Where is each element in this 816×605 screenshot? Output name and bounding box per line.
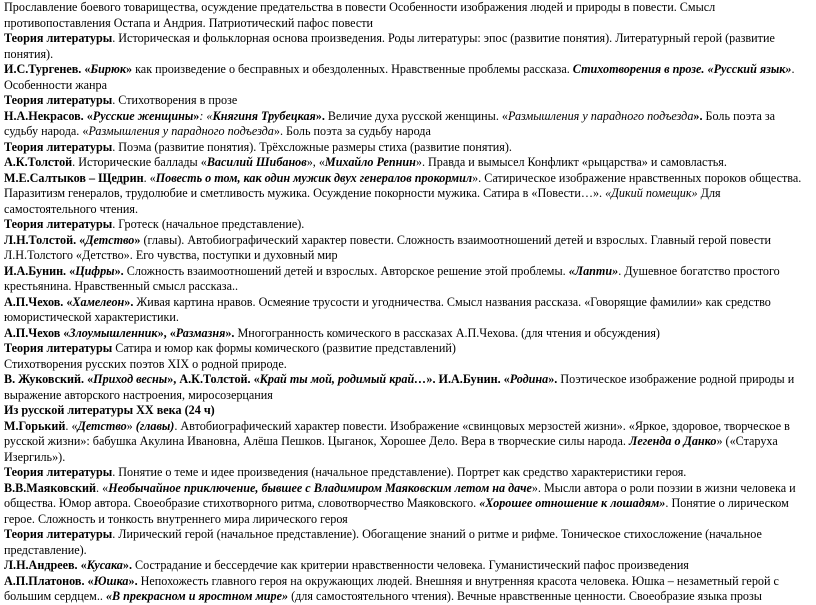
text-run: Родина xyxy=(509,372,549,386)
text-run: Живая картина нравов. Осмеяние трусости и угодничества. Смысл названия рассказа. «Говорящие фамилии» как средство юмористической характеристики. xyxy=(4,294,771,324)
document-paragraph xyxy=(4,0,812,31)
text-run: ». Сатирическое изображение нравственных пороков общества. Паразитизм генералов, трудолюбие и сметливость мужика. Осуждение покорности мужика. Сатира в «Повести…». xyxy=(4,170,802,200)
document-paragraph xyxy=(4,341,812,357)
text-run: Размышления у парадного подъезда xyxy=(88,124,274,138)
text-run: ». Боль поэта за судьбу народа xyxy=(273,124,431,138)
document-paragraph xyxy=(4,558,812,574)
text-run: И.С.Тургенев. « xyxy=(4,62,91,76)
text-run: . « xyxy=(143,170,156,185)
text-run: ». xyxy=(128,573,138,588)
text-run: ». xyxy=(122,558,132,572)
text-run: Теория литературы xyxy=(4,31,113,45)
text-run: . Исторические баллады « xyxy=(72,155,207,169)
text-run: Василий Шибанов xyxy=(206,155,307,169)
text-run: : « xyxy=(199,108,213,123)
document-paragraph xyxy=(4,372,812,403)
text-run: (главы) xyxy=(135,418,175,433)
text-run: Бирюк xyxy=(90,62,126,76)
document-paragraph xyxy=(4,140,812,156)
text-run: », А.К.Толстой. « xyxy=(167,372,260,386)
text-run: Поэтическое изображение родной природы и выражение авторского настроения, миросозерцания xyxy=(4,372,795,402)
text-run: Размазня xyxy=(175,325,226,340)
text-run: А.П.Платонов. « xyxy=(4,573,94,588)
document-paragraph xyxy=(4,357,812,373)
document-paragraph xyxy=(4,31,812,62)
text-run: Л.Н.Толстой. « xyxy=(4,232,86,247)
text-run: » xyxy=(193,108,200,123)
text-run: Сострадание и бессердечие как критерии нравственности человека. Гуманистический пафос произведения xyxy=(131,558,689,572)
text-run: (главы). Автобиографический характер повести. Сложность взаимоотношений детей и взрослых. Главный герой повести Л.Н.Толстого «Детство». Его чувства, поступки и духовный мир xyxy=(4,232,772,262)
text-run: Стихотворения русских поэтов XIX о родной природе. xyxy=(4,356,287,371)
text-run: ». И.А.Бунин. « xyxy=(426,372,510,386)
text-run: Непохожесть главного героя на окружающих людей. Внешняя и внутренняя красота человека. Юшка – незаметный герой с большим сердцем.. xyxy=(4,573,779,603)
text-run: Кусака xyxy=(86,558,123,572)
text-run: » xyxy=(126,418,136,433)
document-paragraph xyxy=(4,465,812,481)
text-run: Приход весны xyxy=(93,372,168,386)
text-run: . Историческая и фольклорная основа произведения. Роды литературы: эпос (развитие понятия). Литературный герой (развитие понятия). xyxy=(4,31,775,61)
text-run: », « xyxy=(306,155,325,169)
document-paragraph xyxy=(4,264,812,295)
text-run: М.Горький xyxy=(4,418,66,433)
text-run: Теория литературы xyxy=(4,93,113,107)
text-run: . Понятие о лирическом герое. Сложность и тонкость внутреннего мира лирического героя xyxy=(4,496,789,526)
text-run: как произведение о бесправных и обездоленных. Нравственные проблемы рассказа. xyxy=(132,62,573,76)
text-run: Л.Н.Андреев. « xyxy=(4,558,87,572)
text-run: Легенда о Данко xyxy=(629,434,717,448)
text-run: ». xyxy=(124,294,134,309)
text-run: А.П.Чехов « xyxy=(4,325,70,340)
text-run: М.Е.Салтыков – Щедрин xyxy=(4,170,144,185)
text-run: ». xyxy=(114,263,124,278)
text-run: Необычайное приключение, бывшее с Владимиром Маяковским летом на даче xyxy=(108,480,532,495)
document-paragraph xyxy=(4,171,812,218)
text-run: Теория литературы xyxy=(4,527,113,541)
text-run: ». Мысли автора о роли поэзии в жизни человека и общества. Юмор автора. Своеобразие стихотворного ритма, словотворчество Маяковского. xyxy=(4,480,796,510)
text-run: И.А.Бунин. « xyxy=(4,263,76,278)
text-run: Сатира и юмор как формы комического (развитие представлений) xyxy=(112,341,456,355)
text-run: Злоумышленник xyxy=(69,325,158,340)
document-paragraph xyxy=(4,62,812,93)
text-run: » xyxy=(134,232,141,247)
text-run: ». xyxy=(315,108,325,123)
text-run: . Поэма (развитие понятия). Трёхсложные размеры стиха (развитие понятия). xyxy=(112,139,512,154)
document-paragraph xyxy=(4,574,812,605)
text-run: . Душевное богатство простого крестьянина. Нравственный смысл рассказа.. xyxy=(4,263,780,293)
text-run: Многогранность комического в рассказах А.П.Чехова. (для чтения и обсуждения) xyxy=(234,325,660,340)
text-run: А.П.Чехов. « xyxy=(4,294,73,309)
text-run: В.В.Маяковский xyxy=(4,480,97,495)
text-run: Стихотворения в прозе. «Русский язык» xyxy=(572,62,792,76)
text-run: Детство xyxy=(85,232,135,247)
text-run: Из русской литературы XX века (24 ч) xyxy=(4,403,215,417)
text-run: Юшка xyxy=(93,573,129,588)
text-run: Хамелеон xyxy=(72,294,125,309)
document-paragraph xyxy=(4,295,812,326)
text-run: «Хорошее отношение к лошадям» xyxy=(479,496,666,510)
text-run: . Автобиографический характер повести. Изображение «свинцовых мерзостей жизни». «Яркое, здоровое, творческое в русской жизни»: бабушка Акулина Ивановна, Алёша Пешков. Цыганок, Хорошее Дело. Вера в творческие силы народа. xyxy=(4,418,790,448)
text-run: Теория литературы xyxy=(4,217,113,231)
text-run: Размышления у парадного подъезда xyxy=(507,108,694,123)
text-run: «Дикий помещик» xyxy=(605,186,698,200)
text-run: Н.А.Некрасов. « xyxy=(4,108,93,123)
text-run: Сложность взаимоотношений детей и взрослых. Авторское решение этой проблемы. xyxy=(123,263,569,278)
text-run: «В прекрасном и яростном мире» xyxy=(105,589,289,603)
text-run: . Стихотворения в прозе xyxy=(112,93,238,107)
text-run: Повесть о том, как один мужик двух генералов прокормил xyxy=(155,170,473,185)
text-run: Русские женщины xyxy=(92,108,194,123)
text-run: . « xyxy=(96,480,109,495)
text-run: Детство xyxy=(77,418,127,433)
document-paragraph xyxy=(4,155,812,171)
text-run: » xyxy=(125,62,133,76)
text-run: Прославление боевого товарищества, осуждение предательства в повести Особенности изображения людей и природы в повести. Смысл противопоставления Остапа и Андрия. Патриотический пафос повести xyxy=(4,0,716,30)
text-run: А.К.Толстой xyxy=(4,155,73,169)
document-paragraph xyxy=(4,403,812,419)
text-run: . Лирический герой (начальное представление). Обогащение знаний о ритме и рифме. Тоническое стихосложение (начальное представление). xyxy=(4,527,762,557)
text-run: Край ты мой, родимый край… xyxy=(259,372,427,386)
text-run: » («Старуха Изергиль»). xyxy=(4,434,778,464)
text-run: Теория литературы xyxy=(4,139,113,154)
text-run: Теория литературы xyxy=(4,465,113,479)
document-paragraph xyxy=(4,481,812,528)
text-run: Княгиня Трубецкая xyxy=(212,108,316,123)
text-run: . Особенности жанра xyxy=(4,62,795,92)
text-run: (для самостоятельного чтения). Вечные нравственные ценности. Своеобразие языка прозы xyxy=(288,589,762,603)
text-run: », « xyxy=(157,325,176,340)
document-paragraph xyxy=(4,527,812,558)
text-run: В. Жуковский. « xyxy=(4,372,94,386)
text-run: ». xyxy=(225,325,235,340)
text-run: Цифры xyxy=(75,263,115,278)
text-run: . Понятие о теме и идее произведения (начальное представление). Портрет как средство характеристики героя. xyxy=(112,465,687,479)
text-run: Теория литературы xyxy=(4,341,113,355)
text-run: ». xyxy=(693,108,703,123)
document-paragraph xyxy=(4,109,812,140)
text-run: . « xyxy=(65,418,78,433)
text-run: «Лапти» xyxy=(568,263,619,278)
text-run: ». xyxy=(548,372,558,386)
text-run: ». Правда и вымысел Конфликт «рыцарства» и самовластья. xyxy=(415,155,727,169)
text-run: Для самостоятельного чтения. xyxy=(4,186,721,216)
text-run: . Гротеск (начальное представление). xyxy=(112,217,305,231)
document-paragraph xyxy=(4,93,812,109)
text-run: Величие духа русской женщины. « xyxy=(324,108,508,123)
text-run: Михайло Репнин xyxy=(324,155,416,169)
document-paragraph xyxy=(4,217,812,233)
text-run: Боль поэта за судьбу народа. « xyxy=(4,108,776,138)
document-paragraph xyxy=(4,326,812,342)
document-paragraph xyxy=(4,419,812,466)
document-paragraph xyxy=(4,233,812,264)
